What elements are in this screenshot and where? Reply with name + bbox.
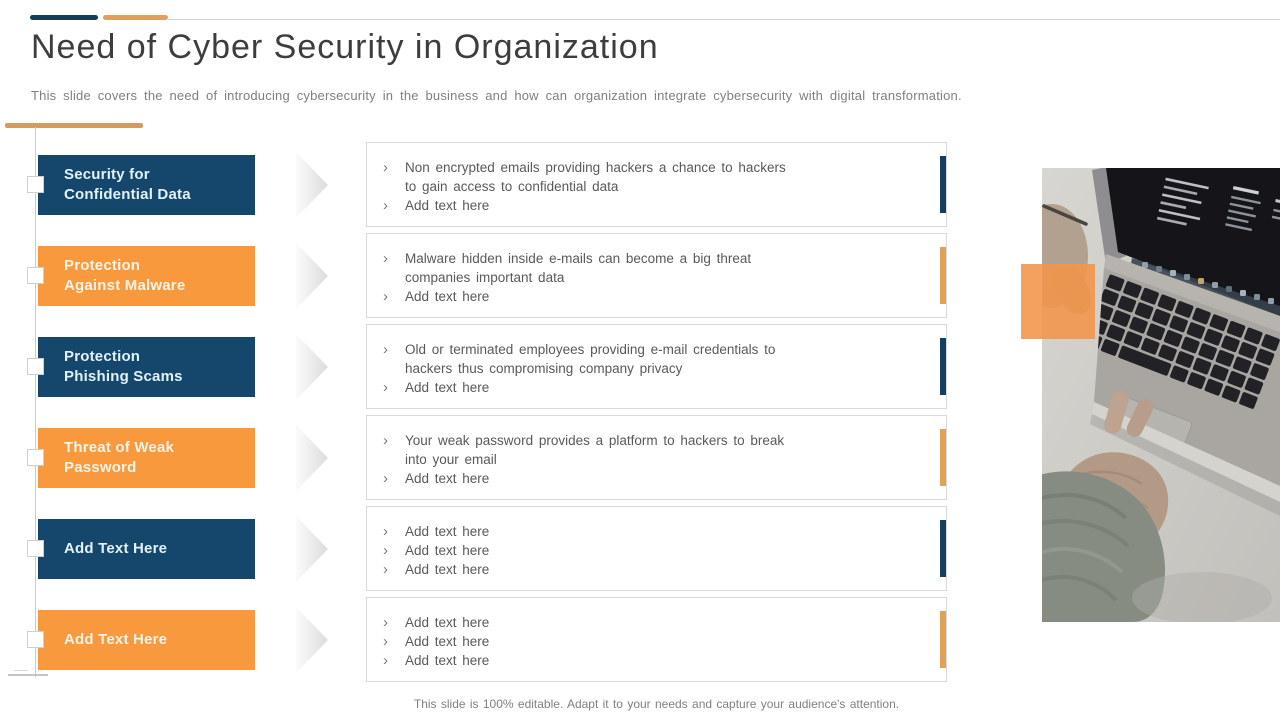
row-label-line: Protection bbox=[64, 257, 141, 274]
chevron-bullet-glyph: › bbox=[383, 542, 388, 559]
row-label-line: Security for bbox=[64, 166, 150, 183]
chevron-bullet-glyph: › bbox=[383, 652, 388, 669]
row-content-box[interactable] bbox=[366, 415, 947, 500]
row-label[interactable] bbox=[38, 246, 255, 306]
bullet-item bbox=[383, 541, 796, 560]
row-accent-bar bbox=[940, 156, 946, 213]
row-label-line: Confidential Data bbox=[64, 186, 191, 203]
bullet-text: Add text here bbox=[405, 653, 490, 668]
bullet-item bbox=[383, 431, 796, 469]
chevron-bullet-glyph: › bbox=[383, 633, 388, 650]
row-label-line: Phishing Scams bbox=[64, 368, 183, 385]
row-label[interactable] bbox=[38, 155, 255, 215]
row bbox=[0, 415, 1000, 500]
row-label-line: Add Text Here bbox=[64, 540, 168, 557]
bullet-text: Add text here bbox=[405, 562, 490, 577]
row-label-line: Threat of Weak bbox=[64, 439, 175, 456]
row-accent-bar bbox=[940, 247, 946, 304]
laptop-photo-illustration bbox=[1042, 168, 1280, 622]
bullet-text: Add text here bbox=[405, 198, 490, 213]
bullet-text: Add text here bbox=[405, 524, 490, 539]
row-marker-square bbox=[27, 358, 44, 375]
bullet-item bbox=[383, 378, 796, 397]
row-content-box[interactable] bbox=[366, 506, 947, 591]
chevron-bullet-glyph: › bbox=[383, 341, 388, 358]
bullet-item bbox=[383, 651, 796, 670]
row-content-box[interactable] bbox=[366, 142, 947, 227]
bullet-text: Add text here bbox=[405, 380, 490, 395]
chevron-right-icon bbox=[296, 514, 330, 584]
row-label-line: Password bbox=[64, 459, 137, 476]
row-marker-square bbox=[27, 267, 44, 284]
top-accent-bar-navy bbox=[30, 15, 98, 20]
bullet-item bbox=[383, 469, 796, 488]
bullet-text: Old or terminated employees providing e-mail credentials to hackers thus compromising company privacy bbox=[405, 342, 776, 376]
row bbox=[0, 142, 1000, 227]
page-title: Need of Cyber Security in Organization bbox=[31, 28, 659, 66]
bullet-text: Add text here bbox=[405, 471, 490, 486]
bullet-item bbox=[383, 249, 796, 287]
bullet-text: Add text here bbox=[405, 615, 490, 630]
bullet-text: Malware hidden inside e-mails can become a big threat companies important data bbox=[405, 251, 752, 285]
chevron-bullet-glyph: › bbox=[383, 523, 388, 540]
bullet-item bbox=[383, 522, 796, 541]
top-divider-line bbox=[168, 19, 1280, 20]
chevron-bullet-glyph: › bbox=[383, 614, 388, 631]
chevron-bullet-glyph: › bbox=[383, 288, 388, 305]
bullet-text: Non encrypted emails providing hackers a chance to hackers to gain access to confidential data bbox=[405, 160, 786, 194]
chevron-right-icon bbox=[296, 423, 330, 493]
bullet-list bbox=[367, 325, 946, 397]
bullet-item bbox=[383, 196, 796, 215]
row-accent-bar bbox=[940, 611, 946, 668]
title-underline bbox=[5, 123, 143, 128]
bullet-list bbox=[367, 598, 946, 670]
bullet-item bbox=[383, 560, 796, 579]
row-content-box[interactable] bbox=[366, 324, 947, 409]
chevron-bullet-glyph: › bbox=[383, 379, 388, 396]
orange-accent-square bbox=[1021, 264, 1095, 339]
row-marker-square bbox=[27, 176, 44, 193]
bullet-list bbox=[367, 507, 946, 579]
chevron-right-icon bbox=[296, 332, 330, 402]
row-marker-square bbox=[27, 631, 44, 648]
laptop-typing-photo bbox=[1042, 168, 1280, 622]
footer-note: This slide is 100% editable. Adapt it to your needs and capture your audience's attention. bbox=[413, 697, 900, 711]
row-label[interactable] bbox=[38, 337, 255, 397]
row-accent-bar bbox=[940, 338, 946, 395]
bullet-text: Add text here bbox=[405, 289, 490, 304]
chevron-bullet-glyph: › bbox=[383, 197, 388, 214]
row-content-box[interactable] bbox=[366, 233, 947, 318]
bullet-text: Add text here bbox=[405, 543, 490, 558]
row-label[interactable] bbox=[38, 610, 255, 670]
row-accent-bar bbox=[940, 429, 946, 486]
chevron-right-icon bbox=[296, 150, 330, 220]
top-accent-bar-orange bbox=[103, 15, 168, 20]
bullet-list bbox=[367, 234, 946, 306]
bullet-item bbox=[383, 340, 796, 378]
chevron-right-icon bbox=[296, 241, 330, 311]
bullet-text: Your weak password provides a platform to hackers to break into your email bbox=[405, 433, 785, 467]
row-content-box[interactable] bbox=[366, 597, 947, 682]
chevron-bullet-glyph: › bbox=[383, 250, 388, 267]
bullet-text: Add text here bbox=[405, 634, 490, 649]
chevron-bullet-glyph: › bbox=[383, 561, 388, 578]
bullet-list bbox=[367, 143, 946, 215]
row-label-line: Protection bbox=[64, 348, 141, 365]
chevron-right-icon bbox=[296, 605, 330, 675]
bullet-item bbox=[383, 158, 796, 196]
row-accent-bar bbox=[940, 520, 946, 577]
bullet-item bbox=[383, 632, 796, 651]
bullet-list bbox=[367, 416, 946, 488]
row-label[interactable] bbox=[38, 428, 255, 488]
row-marker-square bbox=[27, 540, 44, 557]
slide-subtitle: This slide covers the need of introducing cybersecurity in the business and how can organization integrate cybersecurity with digital transformation. bbox=[31, 88, 962, 103]
chevron-bullet-glyph: › bbox=[383, 470, 388, 487]
bullet-item bbox=[383, 613, 796, 632]
row bbox=[0, 324, 1000, 409]
row-marker-square bbox=[27, 449, 44, 466]
row bbox=[0, 233, 1000, 318]
row-label-line: Add Text Here bbox=[64, 631, 168, 648]
row bbox=[0, 597, 1000, 682]
row bbox=[0, 506, 1000, 591]
row-label-line: Against Malware bbox=[64, 277, 186, 294]
chevron-bullet-glyph: › bbox=[383, 432, 388, 449]
bullet-item bbox=[383, 287, 796, 306]
chevron-bullet-glyph: › bbox=[383, 159, 388, 176]
row-label[interactable] bbox=[38, 519, 255, 579]
